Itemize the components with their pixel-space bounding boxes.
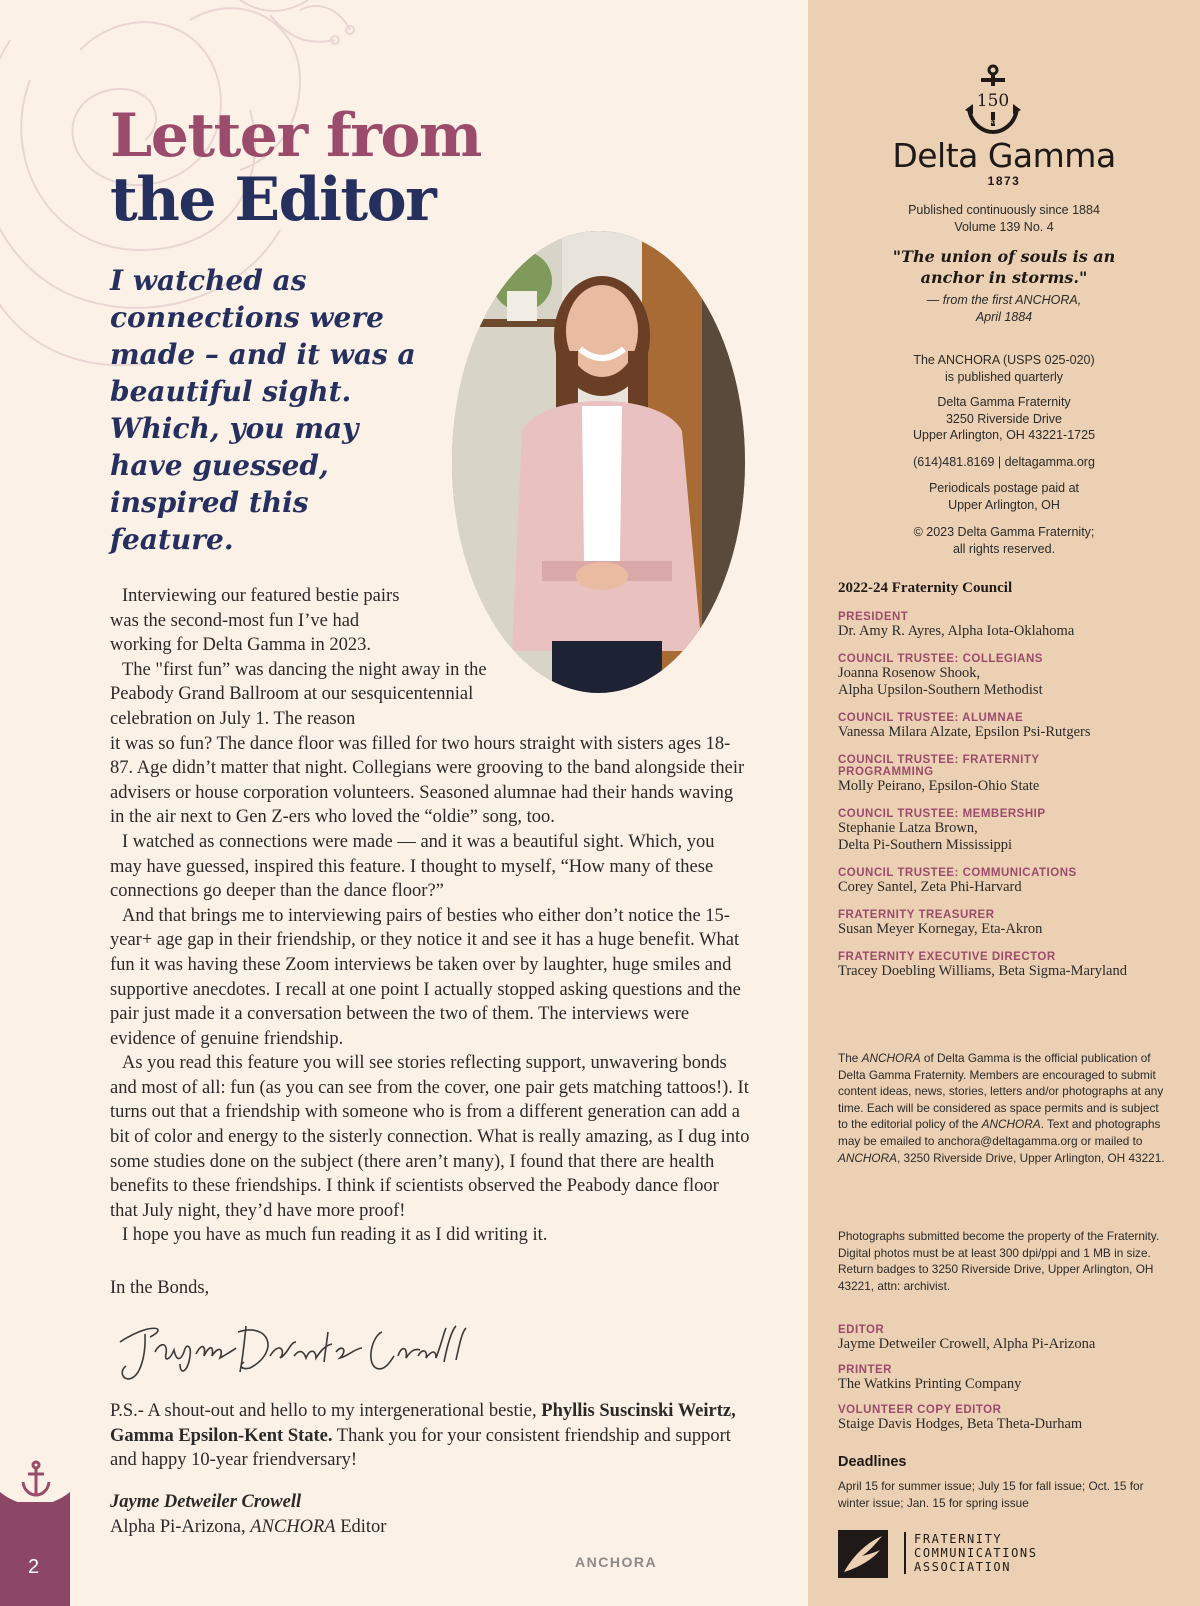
council-member <box>838 808 1178 854</box>
signoff <box>110 1490 386 1539</box>
staff-member <box>838 1364 1178 1393</box>
signoff-role-text: Editor <box>335 1516 387 1537</box>
letter-paragraph: it was so fun? The dance floor was filled for two hours straight with sisters ages 18-87. Age didn’t matter that night. Collegians were grooving to the band alongside their advisers or house corporation volunteers. Seasoned alumnae had their hands waving in the air next to Gen Z-ers who loved the “oldie” song, too. <box>110 733 745 828</box>
role-name: Molly Peirano, Epsilon-Ohio State <box>838 778 1040 794</box>
signoff-role <box>110 1517 386 1537</box>
photo-policy: Photographs submitted become the property of the Fraternity. Digital photos must be at least 300 dpi/ppi and 1 MB in size. Return badges to 3250 Riverside Drive, Upper Arlington, OH 43221, attn: archivist. <box>838 1229 1160 1293</box>
title-line-2: the Editor <box>110 165 436 235</box>
fca-wordmark <box>904 1532 1038 1574</box>
founded-year: 1873 <box>987 174 1021 188</box>
policy-text: . Text and photographs may be emailed to anchora@deltagamma.org or mailed to <box>838 1117 1161 1148</box>
logo-small-text: AT <box>989 120 997 126</box>
fca-logo-icon <box>838 1530 888 1578</box>
role-label: PRESIDENT <box>838 611 909 623</box>
fca-line: FRATERNITY <box>914 1532 1003 1546</box>
council-member <box>838 867 1178 896</box>
policy-magazine: ANCHORA <box>838 1150 897 1165</box>
logo-number: 150 <box>976 91 1010 111</box>
role-label: EDITOR <box>838 1324 885 1336</box>
copyright-line: © 2023 Delta Gamma Fraternity; <box>913 525 1095 539</box>
footer-magazine-name: ANCHORA <box>575 1554 658 1570</box>
anchor-icon <box>965 64 1021 136</box>
page-tab <box>0 1502 70 1606</box>
quote-source-line: April 1884 <box>975 309 1033 324</box>
role-label: PRINTER <box>838 1364 892 1376</box>
fca-line: COMMUNICATIONS <box>914 1546 1038 1560</box>
policy-text: of Delta Gamma is the official publication of Delta Gamma Fraternity. Members are encouraged to submit content ideas, news, stories, letters and/or photographs at any time. Each will be considered as space permits and is subject to the editorial policy of the <box>838 1051 1164 1132</box>
letter-paragraph: I watched as connections were made — and it was a beautiful sight. Which, you may have guessed, inspired this feature. I thought to myself, “How many of these connections go deeper than the dance floor?” <box>110 831 715 902</box>
role-label: COUNCIL TRUSTEE: MEMBERSHIP <box>838 808 1046 820</box>
role-label: COUNCIL TRUSTEE: ALUMNAE <box>838 712 1024 724</box>
role-label: FRATERNITY TREASURER <box>838 909 995 921</box>
quote-line: anchor in storms." <box>920 268 1088 287</box>
letter-closing: In the Bonds, <box>110 1278 210 1298</box>
deadlines-title: Deadlines <box>838 1454 907 1470</box>
policy-text: , 3250 Riverside Drive, Upper Arlington, OH 43221. <box>897 1150 1165 1165</box>
copyright <box>808 524 1200 557</box>
letter-paragraph: I hope you have as much fun reading it as I did writing it. <box>122 1225 548 1246</box>
quote-source <box>808 292 1200 325</box>
address-line: Delta Gamma Fraternity <box>937 395 1071 409</box>
quote-line: "The union of souls is an <box>892 247 1116 266</box>
volume-number: Volume 139 No. 4 <box>954 219 1054 234</box>
brand-name: Delta Gamma <box>892 136 1116 175</box>
masthead-sidebar <box>808 0 1200 1606</box>
role-label: COUNCIL TRUSTEE: COLLEGIANS <box>838 653 1043 665</box>
mailing-address <box>808 394 1200 444</box>
founding-quote <box>808 246 1200 288</box>
role-name: Vanessa Milara Alzate, Epsilon Psi-Rutgers <box>838 724 1091 740</box>
policy-magazine: ANCHORA <box>861 1051 921 1065</box>
role-label: COUNCIL TRUSTEE: FRATERNITY PROGRAMMING <box>838 754 1040 778</box>
postage-line: Upper Arlington, OH <box>948 497 1060 512</box>
role-name: The Watkins Printing Company <box>838 1376 1022 1392</box>
postscript-bestie-name: Phyllis Suscinski Weirtz, Gamma Epsilon-Kent State. <box>110 1401 736 1446</box>
published-since: Published continuously since 1884 <box>908 203 1100 217</box>
usps-line: is published quarterly <box>944 369 1064 384</box>
usps-info <box>808 352 1200 385</box>
contact-info: (614)481.8169 | deltagamma.org <box>913 455 1095 469</box>
postscript-text: Thank you for your consistent friendship and support and happy 10-year friendversary! <box>110 1425 731 1471</box>
postage-info <box>808 480 1200 513</box>
role-name: Dr. Amy R. Ayres, Alpha Iota-Oklahoma <box>838 623 1075 639</box>
postscript-text: P.S.- A shout-out and hello to my intergenerational bestie, <box>110 1401 542 1421</box>
role-name: Jayme Detweiler Crowell, Alpha Pi-Arizona <box>838 1336 1096 1352</box>
signoff-role-magazine: ANCHORA <box>250 1516 336 1537</box>
council-member <box>838 754 1178 795</box>
role-name: Tracey Doebling Williams, Beta Sigma-Maryland <box>838 963 1127 979</box>
fca-line: ASSOCIATION <box>914 1560 1012 1574</box>
council-member <box>838 951 1178 980</box>
page-title <box>110 101 481 235</box>
copyright-line: all rights reserved. <box>952 541 1056 556</box>
pull-quote: I watched as connections were made – and it was a beautiful sight. Which, you may have guessed, inspired this feature. <box>110 264 416 556</box>
role-name: Corey Santel, Zeta Phi-Harvard <box>838 879 1022 895</box>
address-line: 3250 Riverside Drive <box>945 411 1063 426</box>
title-line-1: Letter from <box>110 101 481 171</box>
role-name: Stephanie Latza Brown, Delta Pi-Southern Mississippi <box>838 820 1013 853</box>
policy-magazine: ANCHORA <box>981 1117 1041 1132</box>
usps-line: The ANCHORA (USPS 025-020) <box>913 353 1095 367</box>
postscript <box>110 1399 750 1473</box>
council-member <box>838 712 1178 741</box>
letter-paragraph: Interviewing our featured bestie pairs was the second-most fun I’ve had working for Delta Gamma in 2023. <box>110 586 400 656</box>
signoff-role-text: Alpha Pi-Arizona, <box>110 1516 251 1537</box>
fraternity-council <box>838 580 1178 993</box>
role-label: FRATERNITY EXECUTIVE DIRECTOR <box>838 951 1056 963</box>
letter-paragraph: The "first fun” was dancing the night away in the Peabody Grand Ballroom at our sesquicentennial celebration on July 1. The reason <box>110 659 487 729</box>
editorial-policy <box>838 1050 1168 1166</box>
staff-member <box>838 1404 1178 1433</box>
staff-member <box>838 1324 1178 1353</box>
letter-paragraph: As you read this feature you will see stories reflecting support, unwavering bonds and most of all: fun (as you can see from the cover, one pair gets matching tattoos!). It turns out that a friendship with someone who is from a different generation can add a bit of color and energy to the sisterly connection. What is really amazing, as I dug into some studies done on the subject (there aren’t many), I found that there are health benefits to these friendships. I think if scientists observed the Peabody dance floor that July night, they’d have more proof! <box>110 1053 750 1221</box>
council-title: 2022-24 Fraternity Council <box>838 580 1013 596</box>
signoff-name: Jayme Detweiler Crowell <box>110 1492 302 1512</box>
editor-signature <box>110 1312 470 1392</box>
quote-source-line: — from the first ANCHORA, <box>926 293 1082 307</box>
postage-line: Periodicals postage paid at <box>928 481 1080 495</box>
address-line: Upper Arlington, OH 43221-1725 <box>912 428 1096 442</box>
deadlines-text: April 15 for summer issue; July 15 for fall issue; Oct. 15 for winter issue; Jan. 15 for spring issue <box>838 1479 1144 1510</box>
staff-list <box>838 1324 1178 1444</box>
council-member <box>838 653 1178 699</box>
letter-body <box>110 584 750 1248</box>
role-name: Staige Davis Hodges, Beta Theta-Durham <box>838 1416 1083 1432</box>
role-name: Susan Meyer Kornegay, Eta-Akron <box>838 921 1043 937</box>
role-name: Joanna Rosenow Shook, Alpha Upsilon-Southern Methodist <box>838 665 1043 698</box>
role-label: COUNCIL TRUSTEE: COMMUNICATIONS <box>838 867 1077 879</box>
council-member <box>838 611 1178 640</box>
letter-paragraph: And that brings me to interviewing pairs of besties who either don’t notice the 15-year+ age gap in their friendship, or they notice it and see it has a huge benefit. What fun it was having these Zoom interviews be taken over by laughter, huge smiles and supportive anecdotes. I recall at one point I actually stopped asking questions and the pair just made it a conversation between the two of them. The interviews were evidence of genuine friendship. <box>110 905 741 1049</box>
publication-info <box>808 202 1200 235</box>
council-member <box>838 909 1178 938</box>
role-label: VOLUNTEER COPY EDITOR <box>838 1404 1002 1416</box>
policy-text: The <box>838 1051 862 1065</box>
page-number: 2 <box>28 1556 40 1578</box>
